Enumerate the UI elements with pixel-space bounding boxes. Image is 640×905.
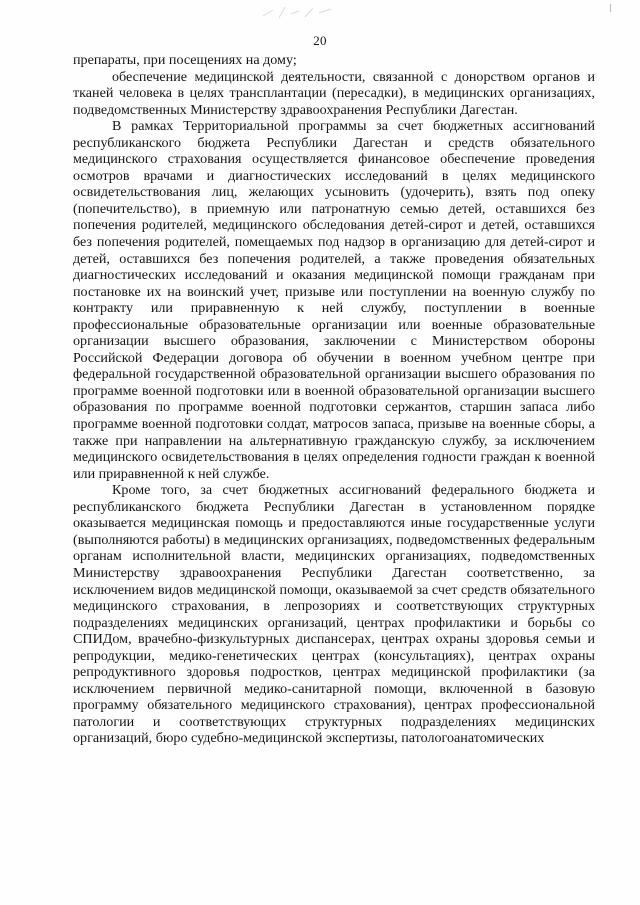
page-number: 20 bbox=[313, 33, 327, 48]
paragraph: обеспечение медицинской деятельности, связанной с донорством органов и тканей человека в целях трансплантации (пересадки), в медицинских организациях, подведомственных Министерству здравоохранения Республики Дагестан. bbox=[73, 68, 595, 118]
paragraph: В рамках Территориальной программы за счет бюджетных ассигнований республиканского бюджета Республики Дагестан и средств обязательного медицинского страхования осуществляется финансовое обеспечение проведения осмотров врачами и диагностических исследований в целях медицинского освидетельствования лиц, желающих усыновить (удочерить), взять под опеку (попечительство), в приемную или патронатную семью детей, оставшихся без попечения родителей, медицинского обследования детей-сирот и детей, оставшихся без попечения родителей, помещаемых под надзор в организацию для детей-сирот и детей, оставшихся без попечения родителей, а также проведения обязательных диагностических исследований и оказания медицинской помощи гражданам при постановке их на воинский учет, призыве или поступлении на военную службу по контракту или приравненную к ней службу, поступлении в военные профессиональные образовательные организации или военные образовательные организации высшего образования, заключении с Министерством обороны Российской Федерации договора об обучении в военном учебном центре при федеральной государственной образовательной организации высшего образования по программе военной подготовки или в военной образовательной организации высшего образования по программе военной подготовки сержантов, старшин запаса либо программе военной подготовки солдат, матросов запаса, призыве на военные сборы, а также при направлении на альтернативную гражданскую службу, за исключением медицинского освидетельствования в целях определения годности граждан к военной или приравненной к ней службе. bbox=[73, 118, 595, 482]
scan-speck bbox=[610, 4, 611, 12]
scan-artifact bbox=[255, 2, 345, 22]
document-body bbox=[73, 52, 595, 747]
paragraph: препараты, при посещениях на дому; bbox=[73, 52, 297, 68]
paragraph: Кроме того, за счет бюджетных ассигнований федерального бюджета и республиканского бюджета Республики Дагестан в установленном порядке оказывается медицинская помощь и предоставляются иные государственные услуги (выполняются работы) в медицинских организациях, подведомственных федеральным органам исполнительной власти, медицинских организациях, подведомственных Министерству здравоохранения Республики Дагестан соответственно, за исключением видов медицинской помощи, оказываемой за счет средств обязательного медицинского страхования, в лепрозориях и соответствующих структурных подразделениях медицинских организаций, центрах профилактики и борьбы со СПИДом, врачебно-физкультурных диспансерах, центрах охраны здоровья семьи и репродукции, медико-генетических центрах (консультациях), центрах охраны репродуктивного здоровья подростков, центрах медицинской профилактики (за исключением первичной медико-санитарной помощи, включенной в базовую программу обязательного медицинского страхования), центрах профессиональной патологии и соответствующих структурных подразделениях медицинских организаций, бюро судебно-медицинской экспертизы, патологоанатомических bbox=[73, 482, 595, 747]
